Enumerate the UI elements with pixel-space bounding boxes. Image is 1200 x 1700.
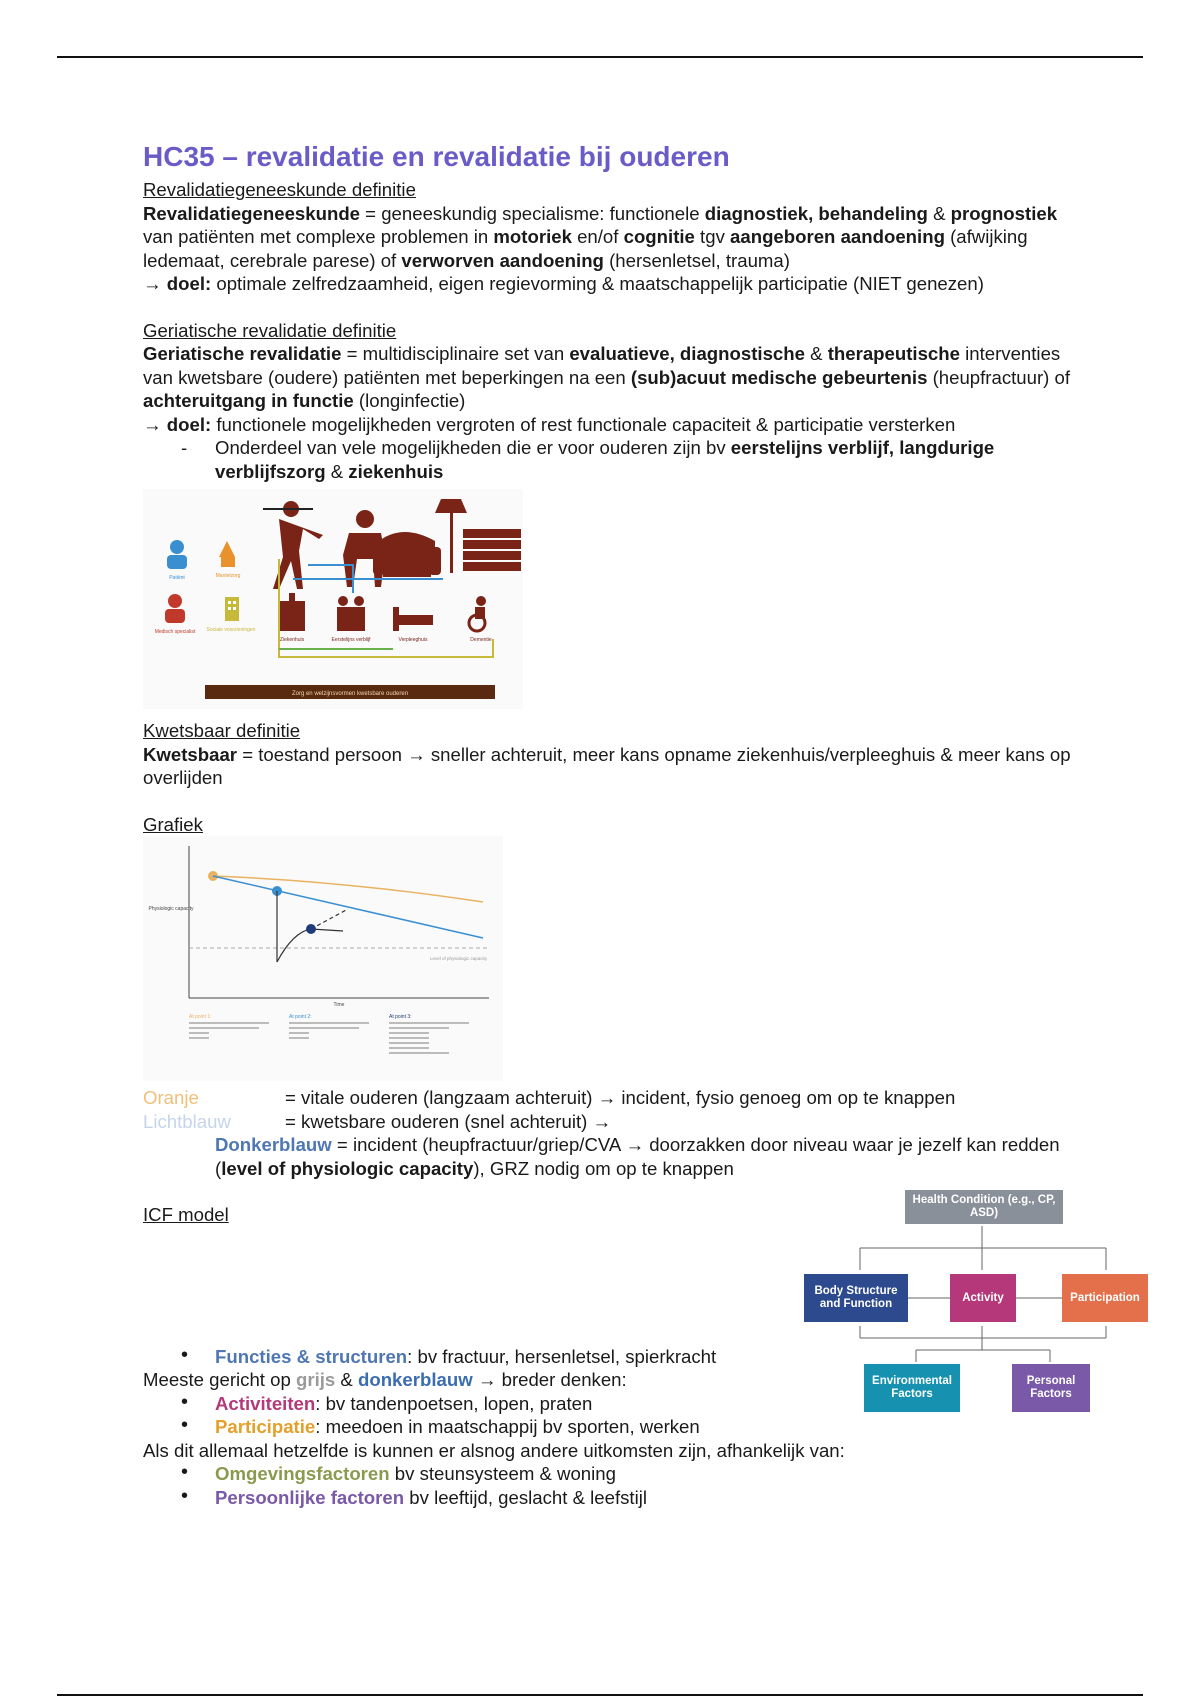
goal-revalidatie: → doel: optimale zelfredzaamheid, eigen regievorming & maatschappelijk participatie (NIET genezen) bbox=[143, 273, 984, 294]
bottom-bar-label: Zorg en welzijnsvormen kwetsbare ouderen bbox=[291, 691, 409, 697]
icf-health-condition: Health Condition (e.g., CP, ASD) bbox=[905, 1190, 1063, 1224]
section-heading-revalidatie: Revalidatiegeneeskunde definitie bbox=[143, 179, 416, 200]
services-icon bbox=[225, 597, 239, 621]
bullet-persoonlijk: • Persoonlijke factoren bv leeftijd, geslacht & leefstijl bbox=[181, 1484, 647, 1508]
line-breder-denken: Meeste gericht op grijs & donkerblauw → breder denken: bbox=[143, 1369, 627, 1390]
bullet-participatie: • Participatie: meedoen in maatschappij bv sporten, werken bbox=[181, 1414, 700, 1437]
legend-mantelzorg: Mantelzorg bbox=[215, 573, 241, 579]
legend-orange: Oranje = vitale ouderen (langzaam achteruit) → incident, fysio genoeg om op te knappen bbox=[143, 1087, 956, 1108]
col1-title: At point 1: bbox=[189, 1014, 212, 1020]
icf-personal: Personal Factors bbox=[1012, 1364, 1090, 1412]
definition-revalidatie: Revalidatiegeneeskunde = geneeskundig specialisme: functionele diagnostiek, behandeling & prognostiek van patiënten met complexe problemen in motoriek en/of cognitie tgv aangeboren aandoening (afwijking ledemaat, cerebrale parese) of verworven aandoening (hersenletsel, trauma) bbox=[143, 202, 1058, 271]
label-eerstelijns: Eerstelijns verblijf bbox=[331, 637, 371, 643]
icf-model-diagram bbox=[800, 1190, 1160, 1430]
bottom-rule bbox=[57, 1694, 1143, 1696]
label-ziekenhuis: Ziekenhuis bbox=[279, 637, 305, 643]
x-axis-label: Time bbox=[333, 1002, 345, 1008]
icf-participation: Participation bbox=[1062, 1274, 1148, 1322]
label-dementie: Dementie bbox=[470, 637, 492, 643]
capacity-graph bbox=[143, 836, 503, 1081]
icf-activity: Activity bbox=[950, 1274, 1016, 1322]
page-title: HC35 – revalidatie en revalidatie bij ouderen bbox=[143, 141, 730, 172]
legend-specialist: Medisch specialist bbox=[154, 629, 196, 635]
col2-title: At point 2: bbox=[289, 1014, 312, 1020]
top-rule bbox=[57, 56, 1143, 58]
capacity-graph-figure bbox=[143, 836, 1073, 1086]
col3-title: At point 3: bbox=[389, 1014, 412, 1020]
y-axis-label: Physiologic capacity bbox=[148, 906, 194, 912]
line-afhankelijk: Als dit allemaal hetzelfde is kunnen er alsnog andere uitkomsten zijn, afhankelijk van: bbox=[143, 1439, 845, 1461]
definition-kwetsbaar: Kwetsbaar = toestand persoon → sneller achteruit, meer kans opname ziekenhuis/verpleeghuis & meer kans op overlijden bbox=[143, 743, 1071, 788]
care-pathway-figure bbox=[143, 489, 1073, 719]
bullet-functies: • Functies & structuren: bv fractuur, hersenletsel, spierkracht bbox=[181, 1343, 717, 1367]
section-heading-geriatrisch: Geriatische revalidatie definitie bbox=[143, 319, 397, 341]
goal-geriatrisch: → doel: functionele mogelijkheden vergroten of rest functionale capaciteit & participatie versterken bbox=[143, 413, 956, 435]
legend-lightblue: Lichtblauw = kwetsbare ouderen (snel achteruit) → bbox=[143, 1110, 612, 1132]
care-pathway-illustration bbox=[143, 489, 523, 709]
legend-darkblue: Donkerblauw = incident (heupfractuur/griep/CVA → doorzakken door niveau waar je jezelf kan redden (level of physiologic capacity), GRZ nodig om op te knappen bbox=[215, 1134, 1060, 1179]
section-heading-icf: ICF model bbox=[143, 1204, 229, 1225]
dash-item: - Onderdeel van vele mogelijkheden die er voor ouderen zijn bv eerstelijns verblijf, langdurige verblijfszorg & ziekenhuis bbox=[181, 437, 995, 482]
bullet-omgeving: • Omgevingsfactoren bv steunsysteem & woning bbox=[181, 1461, 616, 1484]
legend-patient: Patiënt bbox=[169, 575, 185, 581]
label-verpleeghuis: Verpleeghuis bbox=[398, 637, 428, 643]
icf-environmental: Environmental Factors bbox=[864, 1364, 960, 1412]
darkblue-point bbox=[306, 924, 316, 934]
icf-body-structure: Body Structure and Function bbox=[804, 1274, 908, 1322]
section-heading-kwetsbaar: Kwetsbaar definitie bbox=[143, 720, 301, 741]
definition-geriatrisch: Geriatische revalidatie = multidisciplinaire set van evaluatieve, diagnostische & therapeutische interventies van kwetsbare (oudere) patiënten met beperkingen na een (sub)acuut medische gebeurtenis (heupfractuur) of achteruitgang in functie (longinfectie) bbox=[143, 343, 1071, 411]
threshold-label: Level of physiologic capacity bbox=[429, 956, 487, 961]
bullet-activiteiten: • Activiteiten: bv tandenpoetsen, lopen, praten bbox=[181, 1390, 593, 1414]
legend-services: Sociale voorzieningen bbox=[206, 627, 256, 633]
section-heading-grafiek: Grafiek bbox=[143, 813, 203, 835]
